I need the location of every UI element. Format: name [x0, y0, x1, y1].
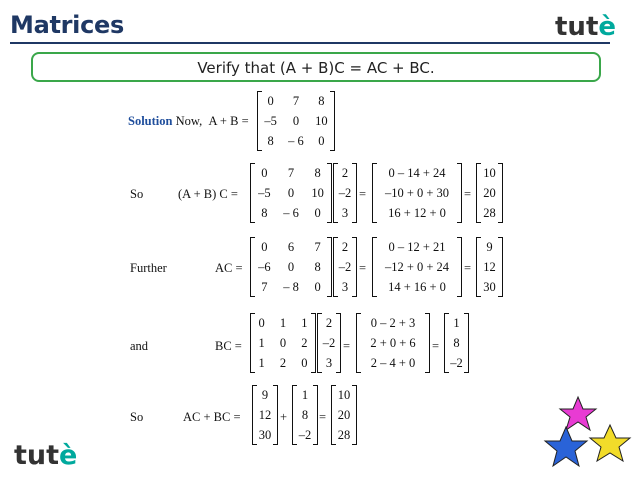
matrix-cell: 0 [261, 239, 268, 254]
matrix-cell: 0 [287, 259, 295, 274]
matrix-cell: –2 [450, 355, 463, 370]
matrix-cell: 0 [314, 279, 321, 294]
matrix-row [258, 131, 334, 151]
matrix-ac-plus-bc-result [331, 385, 357, 445]
matrix-cell: – 6 [288, 133, 304, 148]
matrix-cell: –2 [338, 185, 352, 200]
expr-bc: BC = [215, 339, 242, 353]
matrix-cell: 0 [267, 93, 274, 108]
matrix-row [332, 425, 356, 445]
equals-sign: = [464, 187, 472, 201]
matrix-row [477, 163, 502, 183]
matrix-cell: 10 [315, 113, 328, 128]
matrix-cell: 3 [341, 279, 349, 294]
matrix-row [318, 313, 340, 333]
matrix-b [250, 313, 316, 373]
matrix-c [333, 237, 357, 297]
matrix-cell: – 8 [283, 279, 299, 294]
matrix-row [334, 277, 356, 297]
matrix-row [334, 163, 356, 183]
matrix-cell: 1 [258, 355, 265, 370]
matrix-cell: 0 [287, 185, 295, 200]
matrix-cell: 0 [261, 165, 268, 180]
matrix-row [253, 425, 277, 445]
matrix-row [251, 203, 331, 223]
equals-sign: = [464, 261, 472, 275]
matrix-c [333, 163, 357, 223]
matrix-cell: 3 [341, 205, 349, 220]
matrix-cell: 1 [258, 335, 265, 350]
matrix-ac-expansion [372, 237, 462, 297]
matrix-row [332, 385, 356, 405]
matrix-cell: –2 [298, 427, 312, 442]
matrix-cell: 2 + 0 + 6 [370, 335, 416, 350]
matrix-cell: –12 + 0 + 24 [384, 259, 450, 274]
page-title: Matrices [10, 11, 125, 39]
matrix-row [253, 405, 277, 425]
tute-logo-top: tutè [555, 12, 617, 42]
matrix-cell: 6 [287, 239, 295, 254]
solution-intro: Solution Now, A + B = [128, 114, 249, 128]
matrix-cell: 12 [483, 259, 496, 274]
matrix-row [251, 183, 331, 203]
matrix-row [357, 313, 429, 333]
question-box [31, 52, 601, 82]
matrix-row [334, 257, 356, 277]
matrix-cell: 3 [325, 355, 333, 370]
equals-sign: = [432, 339, 440, 353]
equals-sign: = [359, 261, 367, 275]
matrix-cell: 30 [483, 279, 496, 294]
matrix-cell: 16 + 12 + 0 [388, 205, 446, 220]
matrix-cell: 10 [483, 165, 496, 180]
matrix-bc-expansion [356, 313, 430, 373]
step-label-so: So [130, 187, 144, 201]
matrix-cell: 2 [279, 355, 287, 370]
matrix-cell: 0 – 2 + 3 [370, 315, 416, 330]
matrix-cell: 0 – 12 + 21 [388, 239, 446, 254]
matrix-cell: 8 [301, 407, 309, 422]
matrix-cell: 10 [337, 387, 351, 402]
step-label-further: Further [130, 261, 167, 275]
title-underline [10, 42, 610, 44]
matrix-cell: 7 [261, 279, 268, 294]
matrix-row [334, 203, 356, 223]
matrix-c [317, 313, 341, 373]
matrix-cell: 1 [279, 315, 287, 330]
matrix-cell: 0 [318, 133, 325, 148]
matrix-cell: –2 [338, 259, 352, 274]
matrix-row [318, 333, 340, 353]
matrix-cell: 7 [292, 93, 300, 108]
matrix-row [445, 353, 468, 373]
matrix-cell: 0 [314, 205, 321, 220]
matrix-cell: 10 [311, 185, 324, 200]
matrix-row [373, 277, 461, 297]
matrix-cell: 7 [287, 165, 295, 180]
matrix-row [293, 405, 317, 425]
matrix-cell: 2 – 4 + 0 [370, 355, 416, 370]
matrix-row [293, 385, 317, 405]
matrix-row [373, 237, 461, 257]
matrix-row [373, 163, 461, 183]
expr-ac-plus-bc: AC + BC = [183, 410, 241, 424]
matrix-cell: 2 [325, 315, 333, 330]
matrix-row [373, 183, 461, 203]
matrix-cell: – 6 [283, 205, 299, 220]
matrix-row [477, 237, 502, 257]
matrix-row [357, 333, 429, 353]
matrix-cell: 2 [301, 335, 308, 350]
matrix-ac-result [252, 385, 278, 445]
matrix-product-expansion [372, 163, 462, 223]
matrix-cell: 20 [483, 185, 496, 200]
matrix-cell: 0 – 14 + 24 [388, 165, 446, 180]
matrix-row [251, 257, 331, 277]
matrix-row [258, 111, 334, 131]
matrix-row [357, 353, 429, 373]
matrix-cell: 2 [341, 239, 349, 254]
matrix-cell: 0 [258, 315, 265, 330]
matrix-row [373, 203, 461, 223]
matrix-row [251, 163, 331, 183]
matrix-cell: 1 [301, 387, 309, 402]
decorative-stars [540, 395, 635, 475]
matrix-cell: –10 + 0 + 30 [384, 185, 450, 200]
matrix-cell: 0 [279, 335, 287, 350]
matrix-cell: –5 [264, 113, 277, 128]
matrix-cell: –6 [258, 259, 271, 274]
matrix-cell: 7 [314, 239, 321, 254]
pink-star-icon [560, 397, 596, 430]
matrix-bc-result [292, 385, 318, 445]
matrix-row [373, 257, 461, 277]
expr-ac: AC = [215, 261, 243, 275]
matrix-cell: 14 + 16 + 0 [388, 279, 446, 294]
matrix-row [477, 203, 502, 223]
blue-star-icon [545, 427, 587, 466]
matrix-row [251, 333, 315, 353]
matrix-cell: 8 [318, 93, 325, 108]
matrix-bc-result [444, 313, 469, 373]
matrix-cell: 12 [258, 407, 272, 422]
matrix-a-plus-b-2 [250, 163, 332, 223]
matrix-row [477, 257, 502, 277]
matrix-cell: 8 [261, 205, 268, 220]
matrix-cell: 8 [453, 335, 460, 350]
matrix-row [251, 277, 331, 297]
matrix-ac-result [476, 237, 503, 297]
matrix-cell: 20 [337, 407, 351, 422]
matrix-cell: –2 [322, 335, 336, 350]
tute-logo-bottom: tutè [14, 440, 78, 471]
matrix-a [250, 237, 332, 297]
matrix-cell: 28 [337, 427, 351, 442]
matrix-row [477, 183, 502, 203]
matrix-cell: 1 [453, 315, 460, 330]
matrix-cell: 1 [301, 315, 308, 330]
step-label-so: So [130, 410, 144, 424]
matrix-cell: 8 [314, 165, 321, 180]
matrix-cell: 9 [261, 387, 269, 402]
matrix-row [251, 237, 331, 257]
matrix-row [332, 405, 356, 425]
matrix-row [293, 425, 317, 445]
matrix-cell: 8 [267, 133, 274, 148]
step-label-and: and [130, 339, 149, 353]
equals-sign: = [359, 187, 367, 201]
matrix-cell: 2 [341, 165, 349, 180]
matrix-row [445, 313, 468, 333]
matrix-cell: 28 [483, 205, 496, 220]
matrix-row [477, 277, 502, 297]
yellow-star-icon [590, 425, 630, 461]
matrix-row [318, 353, 340, 373]
matrix-row [445, 333, 468, 353]
expr-a-plus-b-c: (A + B) C = [178, 187, 238, 201]
equals-sign: = [319, 410, 327, 424]
matrix-row [334, 183, 356, 203]
matrix-a-plus-b-c-result [476, 163, 503, 223]
question-text: Verify that (A + B)C = AC + BC. [197, 59, 435, 77]
matrix-row [334, 237, 356, 257]
plus-sign: + [280, 410, 288, 424]
matrix-cell: 0 [292, 113, 300, 128]
matrix-cell: 8 [314, 259, 321, 274]
matrix-cell: 0 [301, 355, 308, 370]
matrix-cell: 30 [258, 427, 272, 442]
matrix-row [258, 91, 334, 111]
matrix-a-plus-b [257, 91, 335, 151]
matrix-row [251, 313, 315, 333]
matrix-cell: –5 [258, 185, 271, 200]
equals-sign: = [343, 339, 351, 353]
matrix-cell: 9 [486, 239, 493, 254]
matrix-row [251, 353, 315, 373]
matrix-row [253, 385, 277, 405]
